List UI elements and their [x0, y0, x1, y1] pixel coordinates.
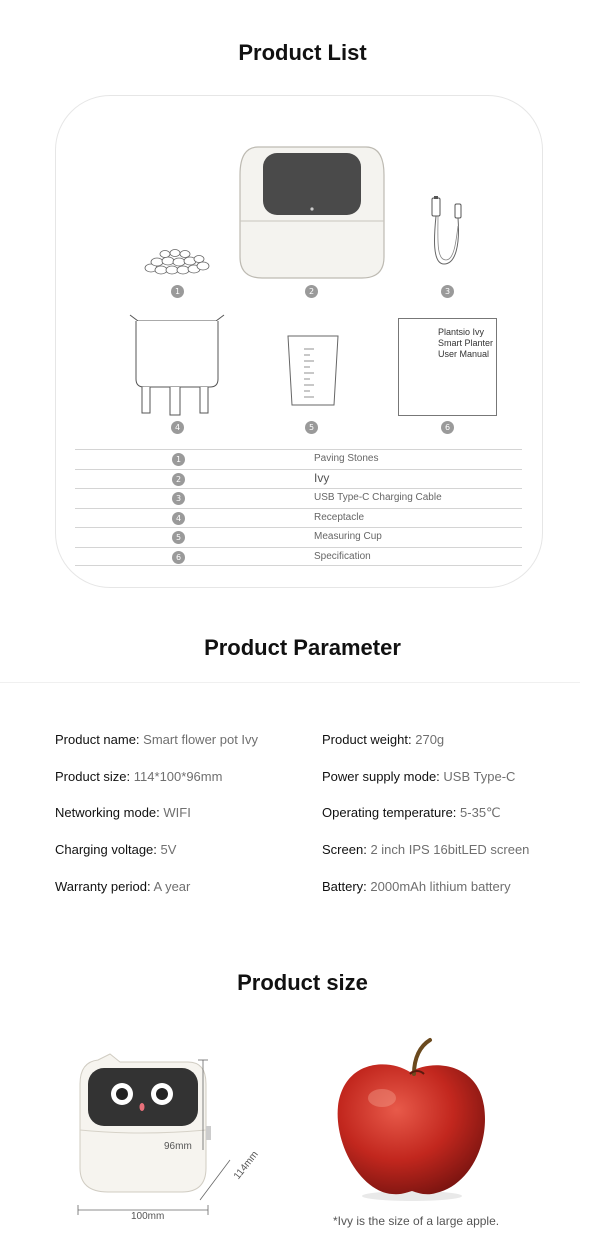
- table-row-label: Paving Stones: [314, 453, 379, 464]
- item-number-5: 5: [305, 421, 318, 434]
- item-number-3: 3: [441, 285, 454, 298]
- param-power-supply-mode: Power supply mode: USB Type-C: [322, 769, 516, 784]
- param-product-name: Product name: Smart flower pot Ivy: [55, 732, 259, 747]
- item-number-2: 2: [305, 285, 318, 298]
- usb-cable-image: [428, 196, 468, 271]
- param-charging-voltage: Charging voltage: 5V: [55, 842, 177, 857]
- param-product-weight: Product weight: 270g: [322, 732, 445, 747]
- table-row-label: Measuring Cup: [314, 531, 382, 542]
- product-size-title: Product size: [237, 970, 368, 995]
- product-list-title: Product List: [238, 40, 367, 65]
- table-row: [75, 488, 522, 508]
- manual-line-3: User Manual: [438, 349, 490, 359]
- param-networking-mode: Networking mode: WIFI: [55, 805, 191, 820]
- param-product-size: Product size: 114*100*96mm: [55, 769, 223, 784]
- table-row-label: Receptacle: [314, 511, 365, 523]
- receptacle-image: [128, 311, 226, 419]
- table-row: [75, 449, 522, 469]
- table-row: [75, 469, 522, 489]
- table-row-number: 6: [172, 551, 185, 564]
- ivy-dimensions-image: [70, 1050, 270, 1230]
- contents-table: [75, 449, 522, 567]
- table-row: [75, 547, 522, 567]
- paving-stones-image: [143, 245, 211, 277]
- depth-dimension-label: 114mm: [232, 1149, 261, 1182]
- item-number-4: 4: [171, 421, 184, 434]
- product-parameter-title: Product Parameter: [204, 635, 401, 660]
- ivy-device-image: [238, 145, 386, 280]
- table-row: [75, 508, 522, 528]
- table-row-number: 1: [172, 453, 185, 466]
- manual-line-2: Smart Planter: [438, 338, 494, 348]
- measuring-cup-image: [284, 333, 342, 407]
- param-screen: Screen: 2 inch IPS 16bitLED screen: [322, 842, 530, 857]
- manual-line-1: Plantsio Ivy: [438, 327, 485, 337]
- table-row-number: 4: [172, 512, 185, 525]
- user-manual-image: [398, 318, 497, 416]
- height-dimension-label: 96mm: [164, 1141, 192, 1152]
- divider: [0, 682, 580, 683]
- table-row-number: 3: [172, 492, 185, 505]
- table-row-label: Specification: [314, 550, 371, 562]
- apple-size-caption: *Ivy is the size of a large apple.: [333, 1214, 500, 1228]
- width-dimension-label: 100mm: [131, 1211, 165, 1222]
- param-operating-temperature: Operating temperature: 5-35℃: [322, 805, 501, 820]
- table-row: [75, 527, 522, 547]
- table-row-label: Ivy: [314, 470, 330, 485]
- table-row-number: 5: [172, 531, 185, 544]
- table-row-number: 2: [172, 473, 185, 486]
- item-number-1: 1: [171, 285, 184, 298]
- param-warranty-period: Warranty period: A year: [55, 879, 191, 894]
- param-battery: Battery: 2000mAh lithium battery: [322, 879, 511, 894]
- apple-image: [330, 1036, 492, 1204]
- item-number-6: 6: [441, 421, 454, 434]
- table-row-label: USB Type-C Charging Cable: [314, 492, 442, 503]
